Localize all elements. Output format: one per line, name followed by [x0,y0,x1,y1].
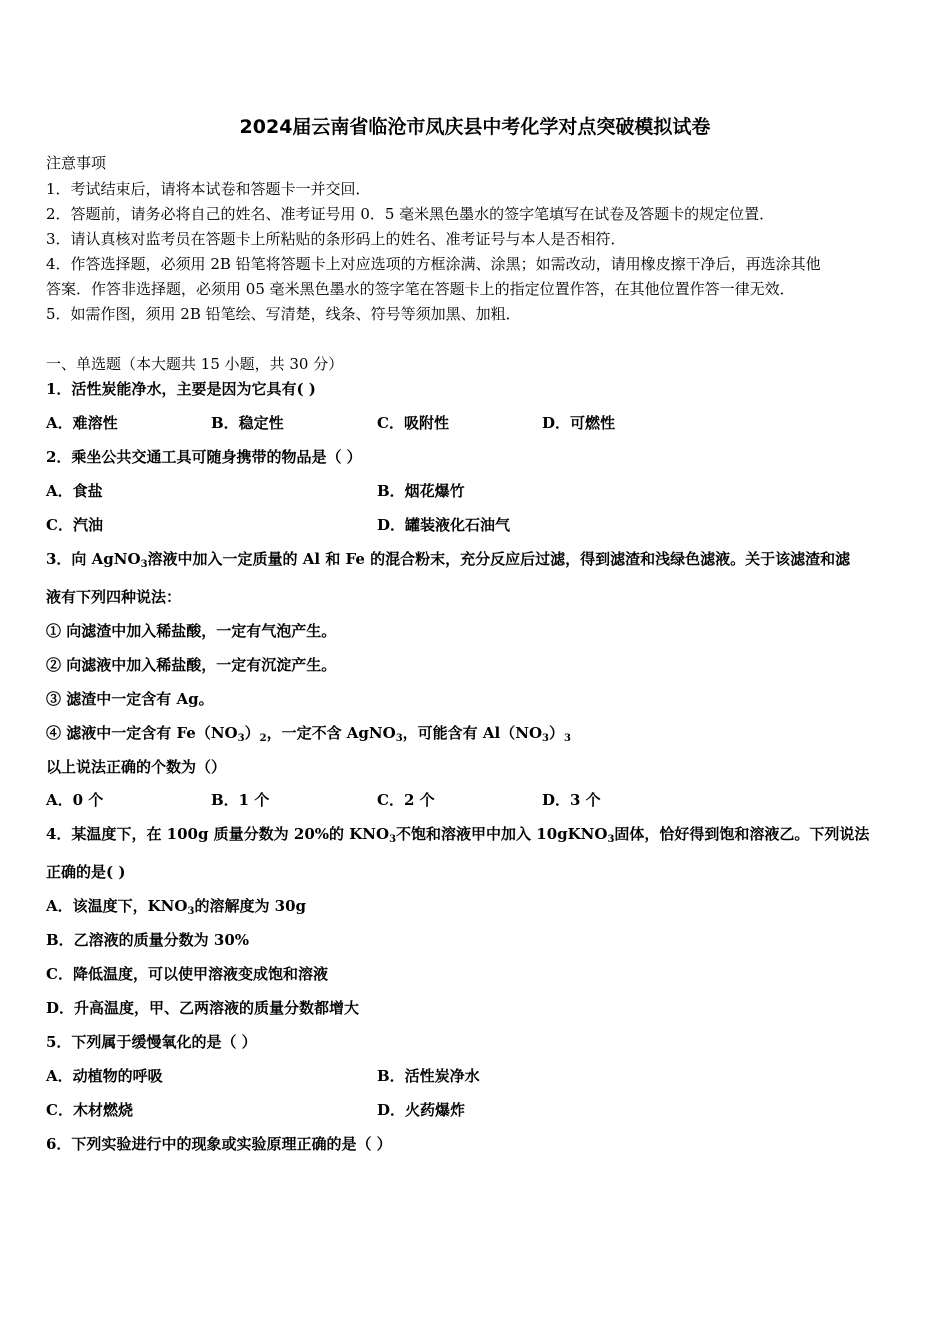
q3-stem: 3．向 AgNO$_3$溶液中加入一定质量的 Al 和 Fe 的混合粉末，充分反应后过滤，得到滤渣和浅绿色滤液。关于该滤渣和滤 [46,550,851,570]
q2-option-b[interactable]: B．烟花爆竹 [377,482,465,500]
section-heading: 一、单选题（本大题共 15 小题，共 30 分） [46,355,344,373]
q1-option-a[interactable]: A．难溶性 [46,414,118,432]
q4-option-c[interactable]: C．降低温度，可以使甲溶液变成饱和溶液 [46,965,328,983]
q2-stem: 2．乘坐公共交通工具可随身携带的物品是（ ） [46,448,362,466]
q5-option-c[interactable]: C．木材燃烧 [46,1101,133,1119]
page-title: 2024届云南省临沧市凤庆县中考化学对点突破模拟试卷 [239,116,711,138]
q5-option-b[interactable]: B．活性炭净水 [377,1067,480,1085]
q1-option-c[interactable]: C．吸附性 [377,414,449,432]
q1-stem: 1．活性炭能净水，主要是因为它具有( ) [46,380,316,398]
notice-item-4: 4．作答选择题，必须用 2B 铅笔将答题卡上对应选项的方框涂满、涂黑；如需改动，请用橡皮擦干净后，再选涂其他 [46,255,821,273]
q3-ask: 以上说法正确的个数为（） [46,758,227,776]
q4-stem-cont: 正确的是( ) [46,863,126,881]
q2-option-a[interactable]: A．食盐 [46,482,103,500]
q3-statement-2: ② 向滤液中加入稀盐酸，一定有沉淀产生。 [46,656,337,674]
q1-option-d[interactable]: D．可燃性 [542,414,616,432]
q6-stem: 6．下列实验进行中的现象或实验原理正确的是（ ） [46,1135,392,1153]
q3-statement-1: ① 向滤渣中加入稀盐酸，一定有气泡产生。 [46,622,337,640]
q5-option-a[interactable]: A．动植物的呼吸 [46,1067,163,1085]
q5-stem: 5．下列属于缓慢氧化的是（ ） [46,1033,257,1051]
notice-item-4-cont: 答案．作答非选择题，必须用 05 毫米黑色墨水的签字笔在答题卡上的指定位置作答，在其他位置作答一律无效． [46,280,795,298]
notice-item-5: 5．如需作图，须用 2B 铅笔绘、写清楚，线条、符号等须加黑、加粗． [46,305,521,323]
q4-option-a[interactable]: A．该温度下，$KNO_3$的溶解度为 30g [46,897,307,917]
q3-option-c[interactable]: C．2 个 [377,791,435,809]
notice-heading: 注意事项 [46,154,107,172]
q3-statement-4: ④ 滤液中一定含有 $Fe(NO_3)_2$，一定不含 AgNO$_3$，可能含有 $Al(NO_3)_3$ [46,724,571,744]
q3-statement-3: ③ 滤渣中一定含有 Ag。 [46,690,214,708]
q4-option-d[interactable]: D．升高温度，甲、乙两溶液的质量分数都增大 [46,999,360,1017]
q3-option-d[interactable]: D．3 个 [542,791,601,809]
q2-option-d[interactable]: D．罐装液化石油气 [377,516,511,534]
q3-stem-cont: 液有下列四种说法： [46,588,182,606]
notice-item-3: 3．请认真核对监考员在答题卡上所粘贴的条形码上的姓名、准考证号与本人是否相符． [46,230,626,248]
q5-option-d[interactable]: D．火药爆炸 [377,1101,466,1119]
q1-option-b[interactable]: B．稳定性 [211,414,284,432]
q3-option-b[interactable]: B．1 个 [211,791,270,809]
notice-item-2: 2．答题前，请务必将自己的姓名、准考证号用 0．5 毫米黑色墨水的签字笔填写在试卷及答题卡的规定位置． [46,205,775,223]
q4-stem: 4．某温度下，在 100g 质量分数为 20%的 $KNO_3$不饱和溶液甲中加入 10gKNO$_3$固体，恰好得到饱和溶液乙。下列说法 [46,825,870,845]
q4-option-b[interactable]: B．乙溶液的质量分数为 30% [46,931,250,949]
notice-item-1: 1．考试结束后，请将本试卷和答题卡一并交回． [46,180,371,198]
q3-option-a[interactable]: A．0 个 [46,791,104,809]
q2-option-c[interactable]: C．汽油 [46,516,103,534]
